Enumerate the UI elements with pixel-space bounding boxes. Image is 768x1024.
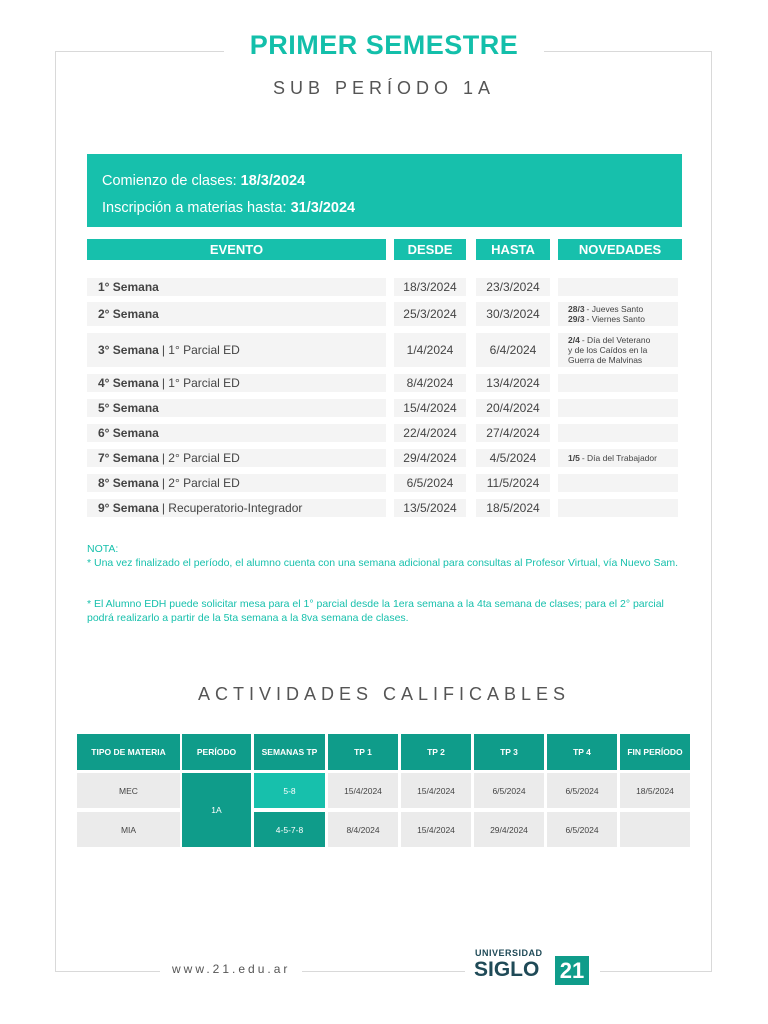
schedule-row-event — [87, 278, 386, 296]
news-line — [568, 345, 650, 355]
schedule-row-news — [558, 302, 678, 326]
activities-cell-semanas: 5-8 — [254, 773, 325, 808]
news-line — [568, 314, 645, 324]
schedule-row-from: 25/3/2024 — [394, 302, 466, 326]
schedule-row-event — [87, 424, 386, 442]
page-title: PRIMER SEMESTRE — [224, 30, 545, 61]
week-label: 8° Semana — [98, 476, 159, 490]
news-date: 1/5 — [568, 453, 580, 463]
activities-cell-tipo: MIA — [77, 812, 180, 847]
header-desde: DESDE — [394, 239, 466, 260]
inscription-line — [102, 195, 667, 222]
activities-header: TP 2 — [401, 734, 471, 770]
news-text: - Viernes Santo — [586, 314, 645, 324]
schedule-row-news — [558, 278, 678, 296]
schedule-row-from: 18/3/2024 — [394, 278, 466, 296]
news-line — [568, 335, 650, 345]
activities-cell-tp1: 8/4/2024 — [328, 812, 398, 847]
dates-banner — [87, 154, 682, 227]
news-text: y de los Caídos en la — [568, 345, 648, 355]
news-date: 28/3 — [568, 304, 585, 314]
university-logo — [465, 946, 600, 990]
schedule-row-from: 22/4/2024 — [394, 424, 466, 442]
week-extra: | 2° Parcial ED — [161, 451, 240, 465]
activities-period-cell: 1A — [182, 773, 251, 847]
activities-header: PERÍODO — [182, 734, 251, 770]
schedule-row-to: 27/4/2024 — [476, 424, 550, 442]
logo-siglo: SIGLO — [474, 958, 540, 981]
week-label: 5° Semana — [98, 401, 159, 415]
news-text: - Día del Veterano — [581, 335, 651, 345]
inscription-date: 31/3/2024 — [290, 200, 356, 216]
activities-cell-tp2: 15/4/2024 — [401, 812, 471, 847]
week-extra: | 2° Parcial ED — [161, 476, 240, 490]
schedule-row-event — [87, 333, 386, 367]
header-hasta: HASTA — [476, 239, 550, 260]
week-label: 6° Semana — [98, 426, 159, 440]
activities-title: ACTIVIDADES CALIFICABLES — [197, 684, 571, 704]
schedule-row-news — [558, 374, 678, 392]
schedule-row-to: 18/5/2024 — [476, 499, 550, 517]
week-extra: | 1° Parcial ED — [161, 343, 240, 357]
news-date: 2/4 — [568, 335, 580, 345]
activities-header: SEMANAS TP — [254, 734, 325, 770]
logo-universidad: UNIVERSIDAD — [475, 948, 543, 958]
inscription-label: Inscripción a materias hasta: — [102, 200, 287, 216]
schedule-row-event — [87, 302, 386, 326]
schedule-row-news — [558, 474, 678, 492]
news-text: - Jueves Santo — [586, 304, 644, 314]
activities-cell-tipo: MEC — [77, 773, 180, 808]
news-text: - Día del Trabajador — [581, 453, 657, 463]
week-label: 2° Semana — [98, 307, 159, 321]
start-date: 18/3/2024 — [240, 173, 306, 189]
schedule-row-from: 13/5/2024 — [394, 499, 466, 517]
page-title-wrap — [0, 30, 768, 61]
schedule-row-to: 6/4/2024 — [476, 333, 550, 367]
activities-cell-tp1: 15/4/2024 — [328, 773, 398, 808]
news-line — [568, 453, 657, 463]
schedule-row-from: 8/4/2024 — [394, 374, 466, 392]
activities-cell-fin: 18/5/2024 — [620, 773, 690, 808]
news-line — [568, 304, 645, 314]
activities-cell-tp3: 6/5/2024 — [474, 773, 544, 808]
activities-header: TP 4 — [547, 734, 617, 770]
activities-header: TP 3 — [474, 734, 544, 770]
activities-header: TP 1 — [328, 734, 398, 770]
schedule-row-news — [558, 424, 678, 442]
schedule-row-news — [558, 499, 678, 517]
schedule-row-event — [87, 499, 386, 517]
schedule-row-to: 4/5/2024 — [476, 449, 550, 467]
schedule-row-from: 15/4/2024 — [394, 399, 466, 417]
schedule-row-to: 13/4/2024 — [476, 374, 550, 392]
schedule-row-to: 23/3/2024 — [476, 278, 550, 296]
activities-header: FIN PERÍODO — [620, 734, 690, 770]
activities-cell-tp2: 15/4/2024 — [401, 773, 471, 808]
note-line-1: * Una vez finalizado el período, el alumno cuenta con una semana adicional para consultas al Profesor Virtual, vía Nuevo Sam. — [87, 557, 679, 569]
schedule-row-news — [558, 399, 678, 417]
week-label: 1° Semana — [98, 280, 159, 294]
week-label: 3° Semana — [98, 343, 159, 357]
schedule-row-from: 1/4/2024 — [394, 333, 466, 367]
schedule-row-from: 6/5/2024 — [394, 474, 466, 492]
start-label: Comienzo de clases: — [102, 173, 237, 189]
schedule-row-from: 29/4/2024 — [394, 449, 466, 467]
activities-header: TIPO DE MATERIA — [77, 734, 180, 770]
activities-cell-tp4: 6/5/2024 — [547, 812, 617, 847]
week-label: 7° Semana — [98, 451, 159, 465]
schedule-row-news — [558, 449, 678, 467]
news-date: 29/3 — [568, 314, 585, 324]
schedule-row-event — [87, 374, 386, 392]
schedule-row-news — [558, 333, 678, 367]
week-label: 9° Semana — [98, 501, 159, 515]
page-subtitle: SUB PERÍODO 1A — [272, 78, 496, 98]
header-evento: EVENTO — [87, 239, 386, 260]
week-extra: | Recuperatorio-Integrador — [161, 501, 303, 515]
header-novedades: NOVEDADES — [558, 239, 682, 260]
schedule-row-to: 11/5/2024 — [476, 474, 550, 492]
schedule-row-event — [87, 399, 386, 417]
footer-url[interactable]: www.21.edu.ar — [160, 962, 302, 976]
schedule-row-event — [87, 474, 386, 492]
activities-cell-tp3: 29/4/2024 — [474, 812, 544, 847]
news-text: Guerra de Malvinas — [568, 355, 643, 365]
logo-number: 21 — [555, 956, 589, 985]
schedule-row-to: 20/4/2024 — [476, 399, 550, 417]
activities-cell-tp4: 6/5/2024 — [547, 773, 617, 808]
start-line — [102, 168, 667, 195]
note-label: NOTA: — [87, 543, 119, 555]
schedule-row-to: 30/3/2024 — [476, 302, 550, 326]
week-label: 4° Semana — [98, 376, 159, 390]
week-extra: | 1° Parcial ED — [161, 376, 240, 390]
activities-cell-fin — [620, 812, 690, 847]
activities-cell-semanas: 4-5-7-8 — [254, 812, 325, 847]
note-line-2: * El Alumno EDH puede solicitar mesa para el 1° parcial desde la 1era semana a la 4ta semana de clases; para el 2° parcial podrá realizarlo a partir de la 5ta semana a la 8va semana de clases. — [87, 598, 664, 624]
news-line — [568, 355, 650, 365]
schedule-row-event — [87, 449, 386, 467]
